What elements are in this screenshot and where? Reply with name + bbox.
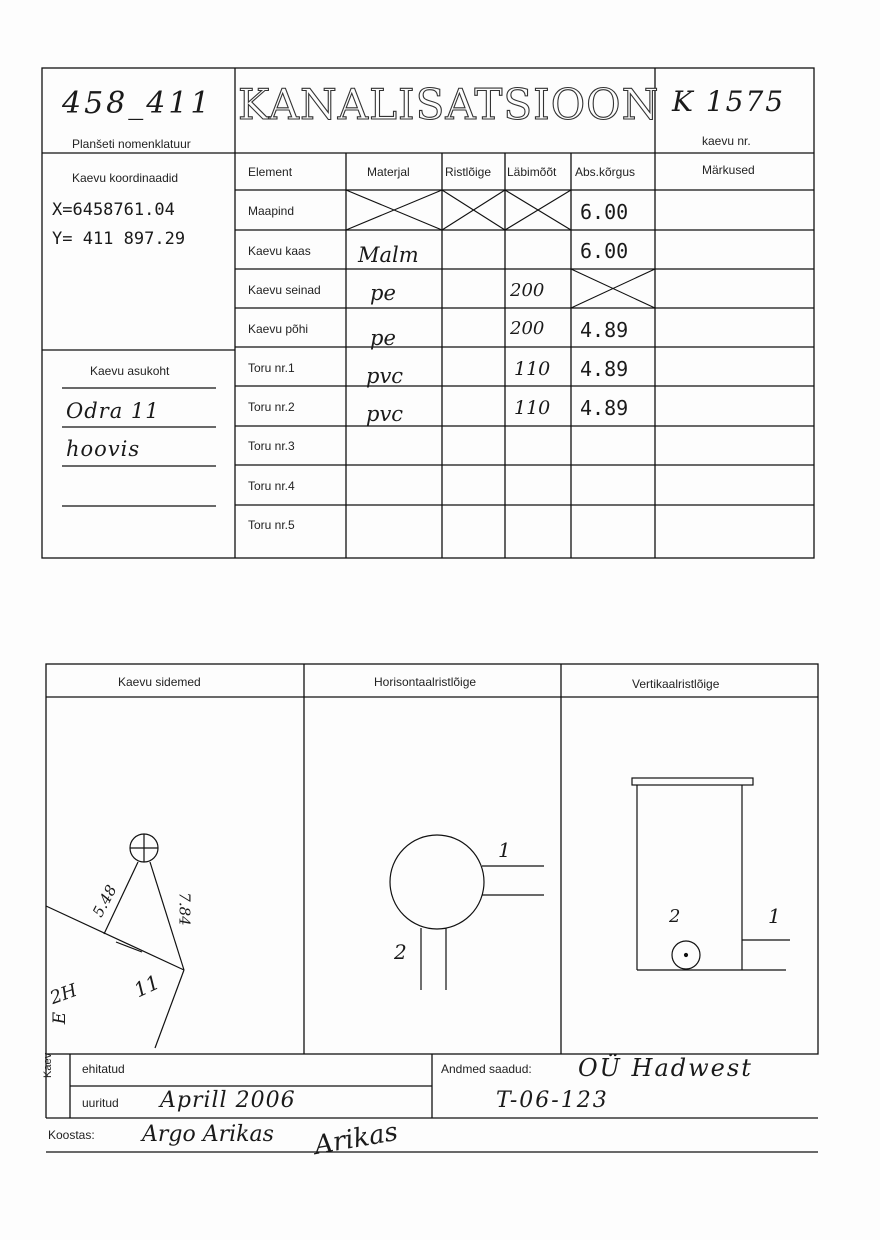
row-element: Kaevu seinad xyxy=(248,283,321,297)
cell-abs-height: 4.89 xyxy=(580,396,629,420)
well-number-label: kaevu nr. xyxy=(702,134,751,148)
row-element: Toru nr.3 xyxy=(248,439,295,453)
col-header-abs-height: Abs.kõrgus xyxy=(575,165,636,179)
row-element: Maapind xyxy=(248,204,295,218)
row-element: Toru nr.4 xyxy=(248,479,295,493)
house-number: 11 xyxy=(130,969,164,1003)
cell-abs-height: 4.89 xyxy=(580,318,629,342)
vertical-pipe-2-label: 2 xyxy=(669,906,681,927)
cell-material: pvc xyxy=(366,402,404,426)
house-label-2: E xyxy=(50,1011,71,1025)
compiler-label: Koostas: xyxy=(48,1128,95,1142)
coordinate-y: Y= 411 897.29 xyxy=(52,229,186,249)
horizontal-sketch xyxy=(390,835,544,990)
built-label: ehitatud xyxy=(82,1062,125,1076)
cell-material: Malm xyxy=(358,243,419,267)
vertical-section-label: Vertikaalristlõige xyxy=(632,677,720,691)
data-source-reference: T-06-123 xyxy=(496,1088,609,1113)
cell-diameter: 200 xyxy=(510,318,545,339)
location-label: Kaevu asukoht xyxy=(90,364,170,378)
sheet-number: 458_411 xyxy=(62,86,213,121)
cell-diameter: 200 xyxy=(510,280,545,301)
row-element: Toru nr.2 xyxy=(248,400,295,414)
pipe-1-label: 1 xyxy=(498,838,511,862)
cell-material: pvc xyxy=(366,364,404,388)
vertical-pipe-1-label: 1 xyxy=(768,904,781,928)
tie-distance-2: 7.84 xyxy=(175,892,194,926)
data-source-label: Andmed saadud: xyxy=(441,1062,532,1076)
col-header-cross-section: Ristlõige xyxy=(445,165,492,179)
location-line-2: hoovis xyxy=(66,437,141,461)
vertical-sketch xyxy=(632,778,790,970)
col-header-element: Element xyxy=(248,165,293,179)
well-number: K 1575 xyxy=(672,85,786,118)
ties-label: Kaevu sidemed xyxy=(118,675,201,689)
surveyed-label: uuritud xyxy=(82,1096,119,1110)
surveyed-date: Aprill 2006 xyxy=(160,1088,296,1113)
cell-diameter: 110 xyxy=(514,397,551,419)
col-header-notes: Märkused xyxy=(702,163,755,177)
data-source-company: OÜ Hadwest xyxy=(578,1054,753,1082)
house-label: 2H xyxy=(47,979,80,1010)
col-header-material: Materjal xyxy=(367,165,410,179)
row-element: Kaevu kaas xyxy=(248,244,311,258)
pipe-2-label: 2 xyxy=(394,940,407,964)
form-title: KANALISATSIOON xyxy=(238,80,660,129)
cell-abs-height: 4.89 xyxy=(580,357,629,381)
tie-distance-1: 5.48 xyxy=(88,882,121,920)
cell-material: pe xyxy=(370,326,396,350)
compiler-name: Argo Arikas xyxy=(142,1122,274,1147)
horizontal-section-label: Horisontaalristlõige xyxy=(374,675,477,689)
sheet-label: Planšeti nomenklatuur xyxy=(72,137,191,151)
footer-side-label: Kaev xyxy=(42,1052,54,1078)
row-element: Toru nr.5 xyxy=(248,518,295,532)
cell-diameter: 110 xyxy=(514,358,551,380)
row-element: Toru nr.1 xyxy=(248,361,295,375)
row-element: Kaevu põhi xyxy=(248,322,309,336)
col-header-diameter: Läbimõõt xyxy=(507,165,557,179)
cell-abs-height: 6.00 xyxy=(580,200,629,224)
cell-abs-height: 6.00 xyxy=(580,239,629,263)
coordinates-label: Kaevu koordinaadid xyxy=(72,171,179,185)
cell-material: pe xyxy=(370,281,396,305)
location-line-1: Odra 11 xyxy=(66,399,160,423)
coordinate-x: X=6458761.04 xyxy=(52,200,175,220)
signature: Arikas xyxy=(312,1116,401,1162)
